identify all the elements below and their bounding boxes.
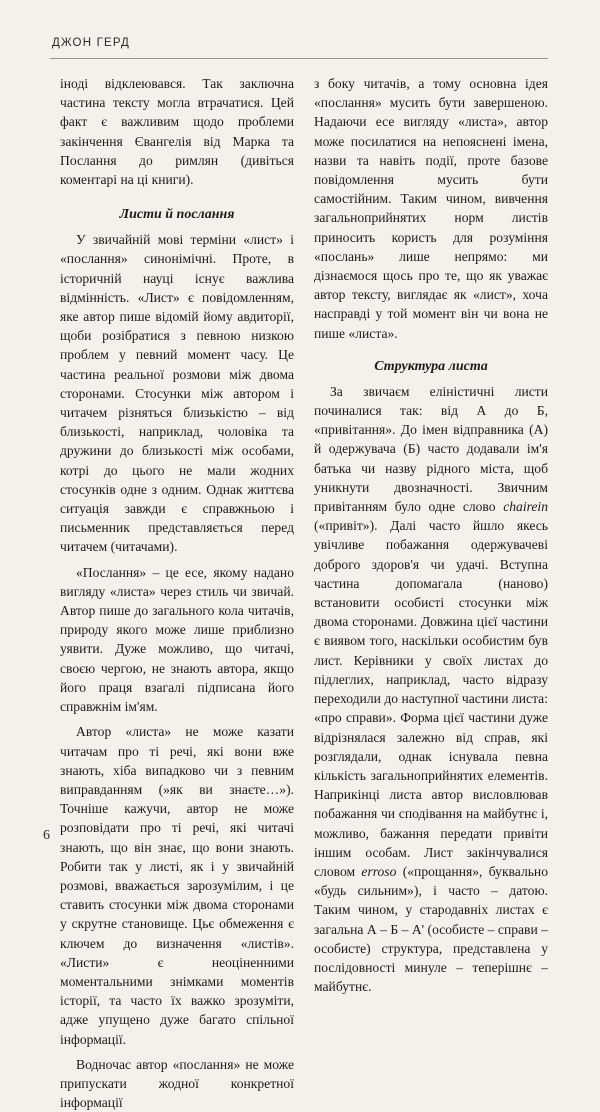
left-column <box>60 74 294 1112</box>
paragraph-letters-1: У звичайній мові терміни «лист» і «послання» синонімічні. Проте, в історичній науці існує важлива відмінність. «Лист» є повідомленням, яке автор пише відомій йому авдиторії, щоби розібратися з певною низкою проблем у певний момент часу. Це частина реальної розмови між двома сторонами. Стосунки між автором і читачем різняться близькістю – від близькості, наприклад, чоловіка та дружини до близькості між особами, котрі до цього не мали жодних стосунків одне з одним. Однак життєва ситуація завжди є справжньою і письменник представляється перед читачем (читачами). <box>60 232 294 555</box>
structure-text-b: («привіт»). Далі часто йшло якесь увічливе побажання одержувачеві доброго здоров'я чи удачі. Вступна частина допомагала (наново) встановити особисті стосунки між двома сторонами. Довжина цієї частини є виявом того, наскільки особистим був лист. Керівники у своїх листах до підлеглих, наприклад, часто відразу переходили до наступної частини листа: «про справи». Форма цієї частини дуже відрізнялася залежно від справ, які розглядали, однак існувала певна кількість загальноприйнятих елементів. Наприкінці листа автор висловлював побажання чи сподівання на майбутнє і, можливо, бажання передати привіти іншим особам. Лист закінчувалися словом <box>314 518 548 879</box>
paragraph-letters-3: Автор «листа» не може казати читачам про ті речі, які вони вже знають, хіба випадково чи з певним виправданням (»як ви знаєте…»). Точніше кажучи, автор не може розповідати про ті речі, які читачі знають, що він знає, що вони знають. Робити так у листі, як і у звичайній розмові, вважається зарозумілим, і це ставить стосунки між двома сторонами у скрутне становище. Цьє обмеження є ключем до визначення «листів». «Листи» є неоціненними моментальними знімками моментів історії, та часто їх важко зрозуміти, адже упущено дуже багато спільної інформації. <box>60 724 294 1047</box>
page-number: 6 <box>43 828 50 843</box>
running-head: ДЖОН ГЕРД <box>52 37 130 49</box>
section-heading-structure: Структура листа <box>374 358 488 374</box>
structure-text-a: За звичаєм еліністичні листи починалися так: від А до Б, «привітання». До імен відправника (А) й одержувача (Б) часто додавали ім'я батька чи назву рідного міста, щоб уникнути двозначності. Звичним привітанням було одне слово <box>314 383 548 515</box>
right-column <box>314 74 548 1112</box>
text-columns <box>60 74 548 1112</box>
greek-term-erroso: erroso <box>361 863 397 879</box>
section-heading-letters: Листи й послання <box>119 207 235 223</box>
paragraph-intro: іноді відклеювався. Так заключна частина тексту могла втрачатися. Цей факт є важливим щодо проблеми закінчення Євангелія від Марка та Послання до римлян (дивіться коментарі на ці книги). <box>60 76 294 188</box>
structure-text-c: («прощання», буквально «будь сильним»), і часто – датою. Таким чином, у стародавніх листах є загальна А – Б – А' (особисте – справи – особисте) структура, представлена у послідовності минуле – теперішнє – майбутнє. <box>314 863 548 995</box>
greek-term-chairein: chairein <box>503 499 548 515</box>
paragraph-continuation: з боку читачів, а тому основна ідея «послання» мусить бути завершеною. Надаючи есе вигляду «листа», автор може посилатися на непояснені імена, назви та навіть події, проте базове повідомлення мусить бути самостійним. Таким чином, вивчення загальноприйнятих норм листів приносить користь для розуміння «послань» лише непрямо: ми дізнаємося щось про те, що як уважає автор тексту, виглядає як «лист», хоча насправді у той момент він чи вона не пише «листа». <box>314 76 548 341</box>
paragraph-structure <box>314 382 548 997</box>
paragraph-letters-2: «Послання» – це есе, якому надано вигляду «листа» через стиль чи звичай. Автор пише до загального кола читачів, природу якого може лише приблизно уявити. Дуже можливо, що читачі, своєю чергою, не знають автора, якщо його праця взагалі підписана його справжнім ім'ям. <box>60 564 294 715</box>
paragraph-letters-4: Водночас автор «послання» не може припускати жодної конкретної інформації <box>60 1056 294 1111</box>
header-rule <box>50 58 548 59</box>
